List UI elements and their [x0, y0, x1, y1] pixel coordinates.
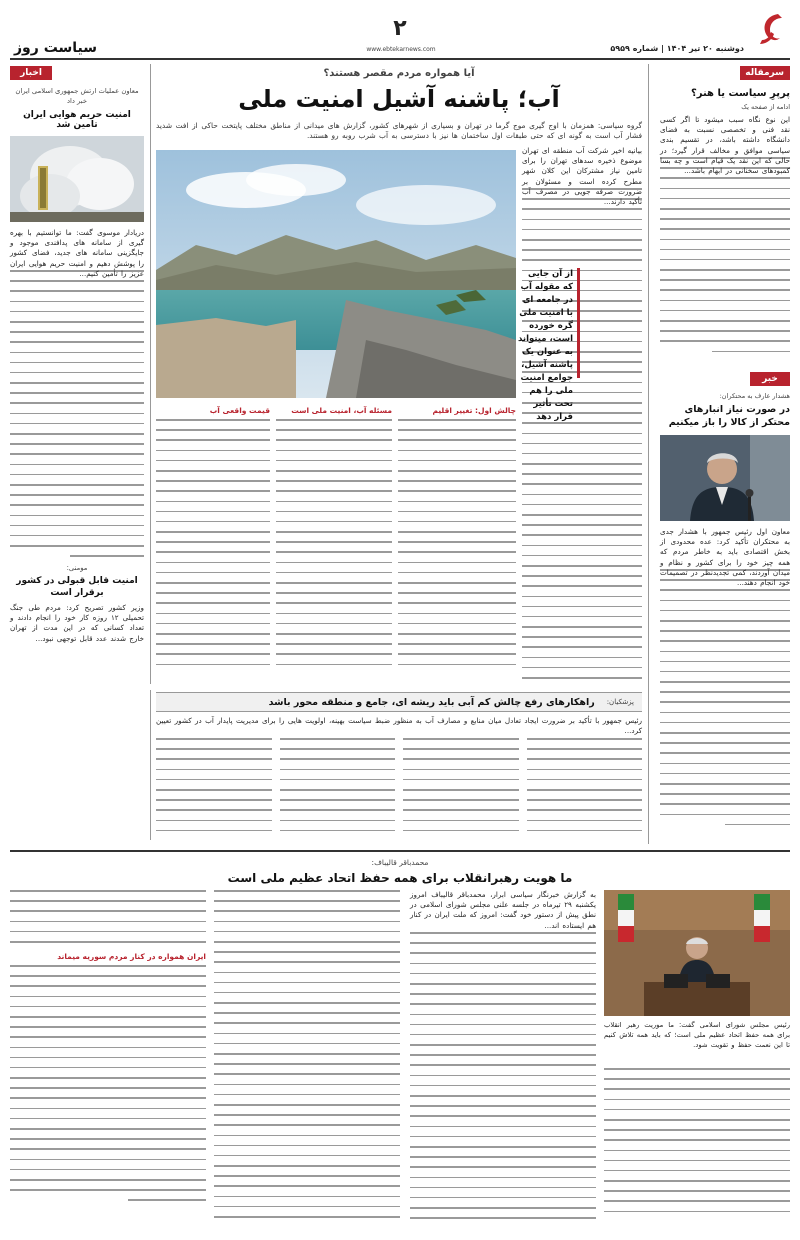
missile-launch-photo-icon: [10, 136, 144, 222]
side-item2-kicker: مومنی:: [66, 564, 88, 572]
subhead-1: چالش اول: تغییر اقلیم: [432, 406, 516, 415]
main-body-lines-1: [522, 188, 642, 684]
bottom-col-2-lines: [214, 890, 400, 1220]
side-item1-kicker: معاون عملیات ارتش جمهوری اسلامی ایران خبر داد: [15, 87, 139, 105]
main-body-col-2: [398, 406, 516, 686]
main-photo: [156, 150, 516, 398]
subhead-3: قیمت واقعی آب: [209, 406, 270, 415]
main-kicker: آیا همواره مردم مقصر هستند؟: [323, 68, 475, 79]
band-header: [156, 692, 642, 712]
bottom-col-1-lines: [410, 932, 596, 1222]
main-body-lines-3: [276, 419, 392, 679]
main-body-col-4: [156, 406, 270, 686]
column-divider-far-left: [150, 690, 151, 840]
bottom-col-3-lines-a: [10, 890, 206, 950]
side-item2-body: وزیر کشور تصریح کرد: مردم طی جنگ تحمیلی ۱۲ روزه کار خود را انجام دادند و تعداد کسانی که در این مدت از تهران خارج شدند عدد قابل توجهی نبود...: [10, 603, 144, 643]
side-item1-body: دریادار موسوی گفت: ما توانستیم با بهره گیری از سامانه های پدافندی موجود و جایگزینی سامانه های جدید، فضای کشور را پوشش دهیم و امنیت حریم هوایی ایران عزیز را تأمین کنیم...: [10, 228, 144, 278]
bottom-article: [10, 856, 790, 1234]
news-box: [660, 372, 790, 844]
editorial-author: ادامه از صفحه یک: [741, 103, 790, 111]
news-title: در صورت نیاز انبارهای محتکر از کالا را باز میکنیم: [668, 404, 790, 428]
bottom-kicker: محمدباقر قالیباف:: [371, 858, 429, 867]
news-author: هشدار عارف به محتکران:: [719, 392, 790, 400]
section-rule: [10, 850, 790, 852]
bottom-col-3: [10, 890, 206, 1226]
website: www.ebtekarnews.com: [366, 46, 436, 53]
bottom-col-2: [214, 890, 400, 1226]
main-title: آب؛ پاشنه آشیل امنیت ملی: [238, 85, 560, 113]
side-photo: [10, 136, 144, 222]
main-body-lines-2: [398, 419, 516, 679]
side-item2-title: امنیت قابل قبولی در کشور برقرار است: [16, 576, 138, 598]
subhead-2: مسئله آب، امنیت ملی است: [291, 406, 392, 415]
side-item1-title: امنیت حریم هوایی ایران تامین شد: [23, 110, 131, 130]
person-photo-icon: [660, 435, 790, 521]
side-news: [10, 66, 144, 686]
issue-date: دوشنبه ۲۰ تیر ۱۴۰۴ | شماره ۵۹۵۹: [610, 44, 744, 53]
column-divider-left: [150, 64, 151, 684]
editorial-body: این نوع نگاه سبب میشود تا اگر کسی نقد فنی و تخصصی نسبت به فضای دانشگاه داشته باشد، در تقسیم بندی سیاسی موافق و مخالف قرار گیرد؛ در حالی که این نقد یک قیام است و چه بسا کمبودهای سخنانی در ابهام باشد...: [660, 115, 790, 176]
logo: [756, 10, 786, 48]
news-kicker: خبر: [750, 372, 790, 386]
parliament-photo-icon: [604, 890, 790, 1016]
bottom-caption: رئیس مجلس شورای اسلامی گفت: ما موریت رهبر انقلاب برای همه حفظ اتحاد عظیم ملی است؛ که باید همه تلاش کنیم تا این نعمت حفظ و تقویت شود.: [604, 1021, 790, 1050]
main-body-lines-4: [156, 419, 270, 679]
editorial-title: پرپرِ سیاست یا هنر؟: [690, 88, 790, 99]
bottom-title: ما هویت رهبرانقلاب برای همه حفظ اتحاد عظیم ملی است: [227, 871, 573, 885]
masthead: [0, 0, 800, 62]
page-number: ۲: [393, 16, 407, 41]
bottom-body: به گزارش خبرنگار سیاسی ابرار، محمدباقر قالیباف امروز یکشنبه ۲۹ تیرماه در جلسه علنی مجلس شورای اسلامی در نطق پیش از دستور خود گفت: امروز که ملت ایران در کنار هم ایستاده اند...: [410, 890, 596, 930]
news-photo: [660, 435, 790, 521]
band-title: راهکارهای رفع چالش کم آبی باید ریشه ای، جامع و منطقه محور باشد: [268, 696, 595, 708]
editorial-box: [660, 66, 790, 366]
editorial-kicker: سرمقاله: [740, 66, 790, 80]
band-body: رئیس جمهور با تأکید بر ضرورت ایجاد تعادل میان منابع و مصارف آب به منظور ضبط سیاست بهینه، اولویت هایی را برای مدیریت پایدار آب در کشور تعیین کرد...: [156, 716, 642, 736]
main-body-col-3: [276, 406, 392, 686]
news-body: معاون اول رئیس جمهور با هشدار جدی به محتکران تأکید کرد: عده محدودی از بخش اقتصادی باید به خاطر مردم که همه چیز خود را برای کشور و نظام و میدان آوردند، کمی تجدیدنظر در تصمیمات خود انجام دهند...: [660, 527, 790, 588]
reservoir-photo-icon: [156, 150, 516, 398]
band-lines: [156, 738, 642, 836]
editorial-text-lines: [660, 157, 790, 357]
bottom-col-under-photo: [604, 1068, 790, 1224]
bottom-highlight: ایران همواره در کنار مردم سوریه میماند: [57, 952, 206, 961]
news-text-lines: [660, 569, 790, 839]
side-item1-lines: [10, 270, 144, 560]
logo-mark-icon: [756, 10, 786, 48]
bottom-col-1: [410, 890, 596, 1226]
side-news-kicker: اخبار: [10, 66, 52, 80]
main-body: بیانیه اخیر شرکت آب منطقه ای تهران موضوع ذخیره سدهای تهران را برای تامین نیاز مشترکان این کلان شهر مطرح کرده است و مسئولان بر ضرورت صرفه جویی در مصرف آب تأکید دارند...: [522, 146, 642, 207]
section-title: سیاست روز: [14, 40, 98, 56]
band-kicker: پزشکیان:: [606, 698, 634, 706]
bottom-col-3-lines-b: [10, 965, 206, 1215]
main-lead: گروه سیاسی: همزمان با اوج گیری موج گرما در تهران و بسیاری از شهرهای کشور، گزارش های میدانی از مناطق مختلف پایتخت حاکی از افت شدید فشار آب است به گونه ای که حتی طبقات اول ساختمان ها نیز با دسترسی به آب شرب روبه رو هستند.: [156, 121, 642, 141]
pull-quote-text: از آن جایی که مقوله آب در جامعه ای با امنیت ملی گره خورده است، میتواند به عنوان یک پاشنه آشیل، جوامع امنیت ملی را هم تحت تأثیر قرار دهد: [518, 268, 580, 378]
bottom-photo: [604, 890, 790, 1016]
masthead-rule: [10, 58, 790, 60]
band-article: [156, 692, 642, 842]
column-divider-right: [648, 64, 649, 844]
